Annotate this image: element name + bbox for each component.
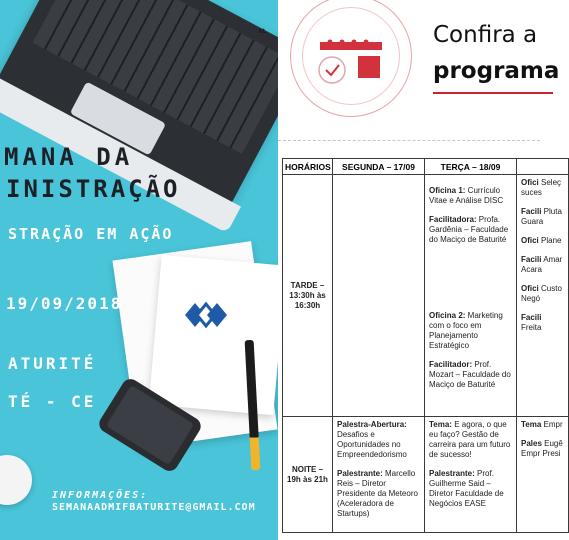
session-entry-label: Tema: bbox=[429, 420, 452, 429]
session-entry bbox=[429, 311, 512, 351]
session-entry-text: Currículo Vitae e Análise DISC bbox=[429, 186, 504, 205]
session-entry-label: Ofici bbox=[521, 284, 539, 293]
session-entry bbox=[337, 420, 420, 460]
session-entry-label: Facilitador: bbox=[429, 360, 473, 369]
session-entry-label: Facili bbox=[521, 207, 542, 216]
table-header-row bbox=[283, 159, 569, 175]
header-title-line2: programa bbox=[433, 58, 560, 84]
poster-info-label: INFORMAÇÕES: bbox=[52, 490, 149, 501]
session-entry-label: Ofici bbox=[521, 236, 539, 245]
time-slot-cell: NOITE – 19h às 21h bbox=[283, 417, 333, 533]
session-entry-text: Plane bbox=[538, 236, 562, 245]
session-entry-text: Desafios e Oportunidades no Empreendedorismo bbox=[337, 430, 407, 459]
session-cell-tuesday bbox=[425, 175, 517, 417]
session-entry bbox=[521, 284, 564, 304]
session-entry-label: Facilitadora: bbox=[429, 215, 477, 224]
session-cell-wednesday bbox=[517, 417, 569, 533]
session-entry bbox=[337, 469, 420, 519]
session-entry-text: Freita bbox=[521, 323, 542, 332]
time-slot-cell: TARDE – 13:30h às 16:30h bbox=[283, 175, 333, 417]
session-cell-monday bbox=[333, 175, 425, 417]
session-entry-label: Ofici bbox=[521, 178, 539, 187]
dashed-divider bbox=[278, 140, 540, 141]
poster-top-text: AL bbox=[258, 28, 267, 35]
session-entry-text: Marketing com o foco em Planejamento Estratégico bbox=[429, 311, 503, 350]
title-underline bbox=[433, 92, 553, 94]
session-entry bbox=[429, 469, 512, 509]
session-entry bbox=[521, 236, 564, 246]
session-entry bbox=[521, 420, 564, 430]
session-entry bbox=[521, 207, 564, 227]
session-entry bbox=[521, 439, 564, 459]
session-entry-text: Marcello Reis – Diretor Presidente da Meteoro (Aceleradora de Startups) bbox=[337, 469, 418, 518]
session-entry-text: E agora, o que eu faço? Gestão de carreira para um futuro de sucesso! bbox=[429, 420, 511, 459]
paper-sheet bbox=[149, 255, 287, 415]
coffee-cup-illustration bbox=[0, 455, 32, 505]
calendar-icon bbox=[318, 36, 386, 90]
poster-state: TÉ - CE bbox=[8, 392, 97, 411]
session-entry-label: Pales bbox=[521, 439, 542, 448]
column-header: HORÁRIOS bbox=[283, 159, 333, 175]
session-entry-label: Facili bbox=[521, 255, 542, 264]
poster-title-line1: MANA DA bbox=[4, 143, 134, 171]
column-header: SEGUNDA – 17/09 bbox=[333, 159, 425, 175]
session-cell-tuesday bbox=[425, 417, 517, 533]
session-entry bbox=[429, 360, 512, 390]
institution-logo-icon bbox=[185, 298, 227, 332]
schedule-table bbox=[282, 158, 569, 533]
table-row bbox=[283, 417, 569, 533]
schedule-panel bbox=[278, 0, 563, 540]
poster-subtitle: STRAÇÃO EM AÇÃO bbox=[8, 225, 174, 243]
session-entry bbox=[521, 178, 564, 198]
session-entry-label: Palestra-Abertura: bbox=[337, 420, 407, 429]
session-cell-wednesday bbox=[517, 175, 569, 417]
session-entry-label: Oficina 2: bbox=[429, 311, 466, 320]
session-entry-text: Empr bbox=[541, 420, 563, 429]
column-header: TERÇA – 18/09 bbox=[425, 159, 517, 175]
session-entry-text: Custo Negó bbox=[521, 284, 562, 303]
session-entry-text: Seleç suces bbox=[521, 178, 562, 197]
session-entry-text: Amar Acara bbox=[521, 255, 563, 274]
session-entry-text: Eugê Empr Presi bbox=[521, 439, 563, 458]
session-entry bbox=[429, 215, 512, 245]
session-entry bbox=[429, 420, 512, 460]
session-entry bbox=[429, 186, 512, 206]
session-entry-text: Profa. Gardênia – Faculdade do Maciço de Baturité bbox=[429, 215, 509, 244]
session-entry-label: Tema bbox=[521, 420, 542, 429]
session-cell-monday bbox=[333, 417, 425, 533]
session-entry bbox=[521, 313, 564, 333]
poster-title-line2: INISTRAÇÃO bbox=[6, 175, 181, 203]
poster-info-email[interactable]: SEMANAADMIFBATURITE@GMAIL.COM bbox=[52, 502, 256, 513]
header-title-line1: Confira a bbox=[433, 22, 538, 48]
column-header bbox=[517, 159, 569, 175]
session-entry-label: Facili bbox=[521, 313, 542, 322]
poster-date: 19/09/2018 bbox=[6, 294, 123, 313]
session-entry-text: Pluta Guara bbox=[521, 207, 562, 226]
session-entry bbox=[521, 255, 564, 275]
session-entry-text: Prof. Mozart – Faculdade do Maciço de Baturité bbox=[429, 360, 511, 389]
session-entry-text: Prof. Guilherme Said – Diretor Faculdade de Negócios EASE bbox=[429, 469, 504, 508]
table-row bbox=[283, 175, 569, 417]
session-entry-label: Palestrante: bbox=[337, 469, 383, 478]
session-entry-label: Oficina 1: bbox=[429, 186, 466, 195]
event-poster bbox=[0, 0, 278, 540]
session-entry-label: Palestrante: bbox=[429, 469, 475, 478]
poster-city: ATURITÉ bbox=[8, 354, 97, 373]
